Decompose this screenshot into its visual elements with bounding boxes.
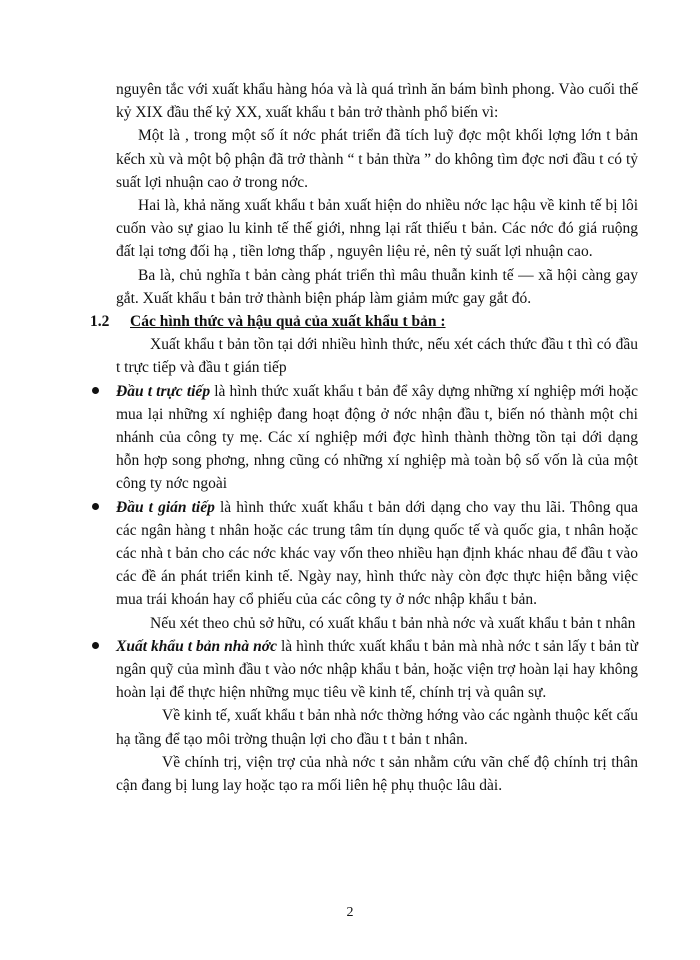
bullet-indirect-investment bbox=[116, 496, 638, 612]
term-indirect-investment: Đầu t gián tiếp bbox=[116, 498, 215, 516]
paragraph-ownership-intro: Nếu xét theo chủ sở hữu, có xuất khẩu t bản nhà nớc và xuất khẩu t bản t nhân bbox=[150, 614, 636, 632]
document-body bbox=[90, 78, 638, 797]
bullet-direct-text: là hình thức xuất khẩu t bản để xây dựng những xí nghiệp mới hoặc mua lại những xí nghiệp đang hoạt động ở nớc nhận đầu t, biến nó thành một chi nhánh của công ty mẹ. Các xí nghiệp mới đợc hình thành thờng tồn tại dới dạng hỗn hợp song phơng, nhng cũng có những xí nghiệp mà toàn bộ số vốn là của một công ty nớc ngoài bbox=[116, 382, 638, 493]
paragraph-political: Về chính trị, viện trợ của nhà nớc t sản nhằm cứu vãn chế độ chính trị thân cận đang bị lung lay hoặc tạo ra mối liên hệ phụ thuộc lâu dài. bbox=[116, 753, 638, 795]
bullet-state-text: là hình thức xuất khẩu t bản mà nhà nớc t sản lấy t bản từ ngân quỹ của mình đầu t vào nớc nhập khẩu t bản, hoặc viện trợ hoàn lại hay không hoàn lại để thực hiện những mục tiêu về kinh tế, chính trị và quân sự. bbox=[116, 637, 638, 702]
term-direct-investment: Đầu t trực tiếp bbox=[116, 382, 211, 400]
paragraph-reason-two: Hai là, khả năng xuất khẩu t bản xuất hiện do nhiều nớc lạc hậu về kinh tế bị lôi cuốn vào sự giao lu kinh tế thế giới, nhng lại rất thiếu t bản. Các nớc đó giá ruộng đất lại tơng đối hạ , tiền lơng thấp , nguyên liệu rẻ, nên tỷ suất lợi nhuận cao. bbox=[116, 197, 638, 261]
section-heading bbox=[90, 310, 638, 333]
page-number: 2 bbox=[346, 905, 354, 920]
paragraph-reason-one: Một là , trong một số ít nớc phát triển đã tích luỹ đợc một khối lợng lớn t bản kếch xù và một bộ phận đã trở thành “ t bản thừa ” do không tìm đợc nơi đầu t có tỷ suất lợi nhuận cao ở trong nớc. bbox=[116, 127, 638, 191]
bullet-direct-investment bbox=[116, 380, 638, 496]
bullet-state-capital-export bbox=[116, 635, 638, 705]
bullet-icon bbox=[92, 503, 99, 510]
paragraph-intro: nguyên tắc với xuất khẩu hàng hóa và là quá trình ăn bám bình phong. Vào cuối thế kỷ XIX đầu thế kỷ XX, xuất khẩu t bản trở thành phổ biến vì: bbox=[116, 81, 638, 122]
paragraph-economic: Về kinh tế, xuất khẩu t bản nhà nớc thờng hớng vào các ngành thuộc kết cấu hạ tầng để tạo môi trờng thuận lợi cho đầu t t bản t nhân. bbox=[116, 707, 638, 748]
section-title: Các hình thức và hậu quả của xuất khẩu t bản : bbox=[130, 313, 446, 331]
section-number: 1.2 bbox=[90, 313, 110, 331]
paragraph-forms-intro: Xuất khẩu t bản tồn tại dới nhiều hình thức, nếu xét cách thức đầu t thì có đầu t trực tiếp và đầu t gián tiếp bbox=[116, 336, 638, 377]
term-state-capital-export: Xuất khẩu t bản nhà nớc bbox=[116, 637, 277, 655]
bullet-icon bbox=[92, 387, 99, 394]
paragraph-reason-three: Ba là, chủ nghĩa t bản càng phát triển thì mâu thuẫn kinh tế — xã hội càng gay gắt. Xuất khẩu t bản trở thành biện pháp làm giảm mức gay gắt đó. bbox=[116, 266, 638, 307]
bullet-indirect-text: là hình thức xuất khẩu t bản dới dạng cho vay thu lãi. Thông qua các ngân hàng t nhân hoặc các trung tâm tín dụng quốc tế và quốc gia, t nhân hoặc các nhà t bản cho các nớc khác vay vốn theo nhiều hạn định khác nhau để đầu t vào các đề án phát triển kinh tế. Ngày nay, hình thức này còn đợc thực hiện bằng việc mua trái khoán hay cổ phiếu của các công ty ở nớc nhập khẩu t bản. bbox=[116, 498, 638, 609]
bullet-icon bbox=[92, 642, 99, 649]
